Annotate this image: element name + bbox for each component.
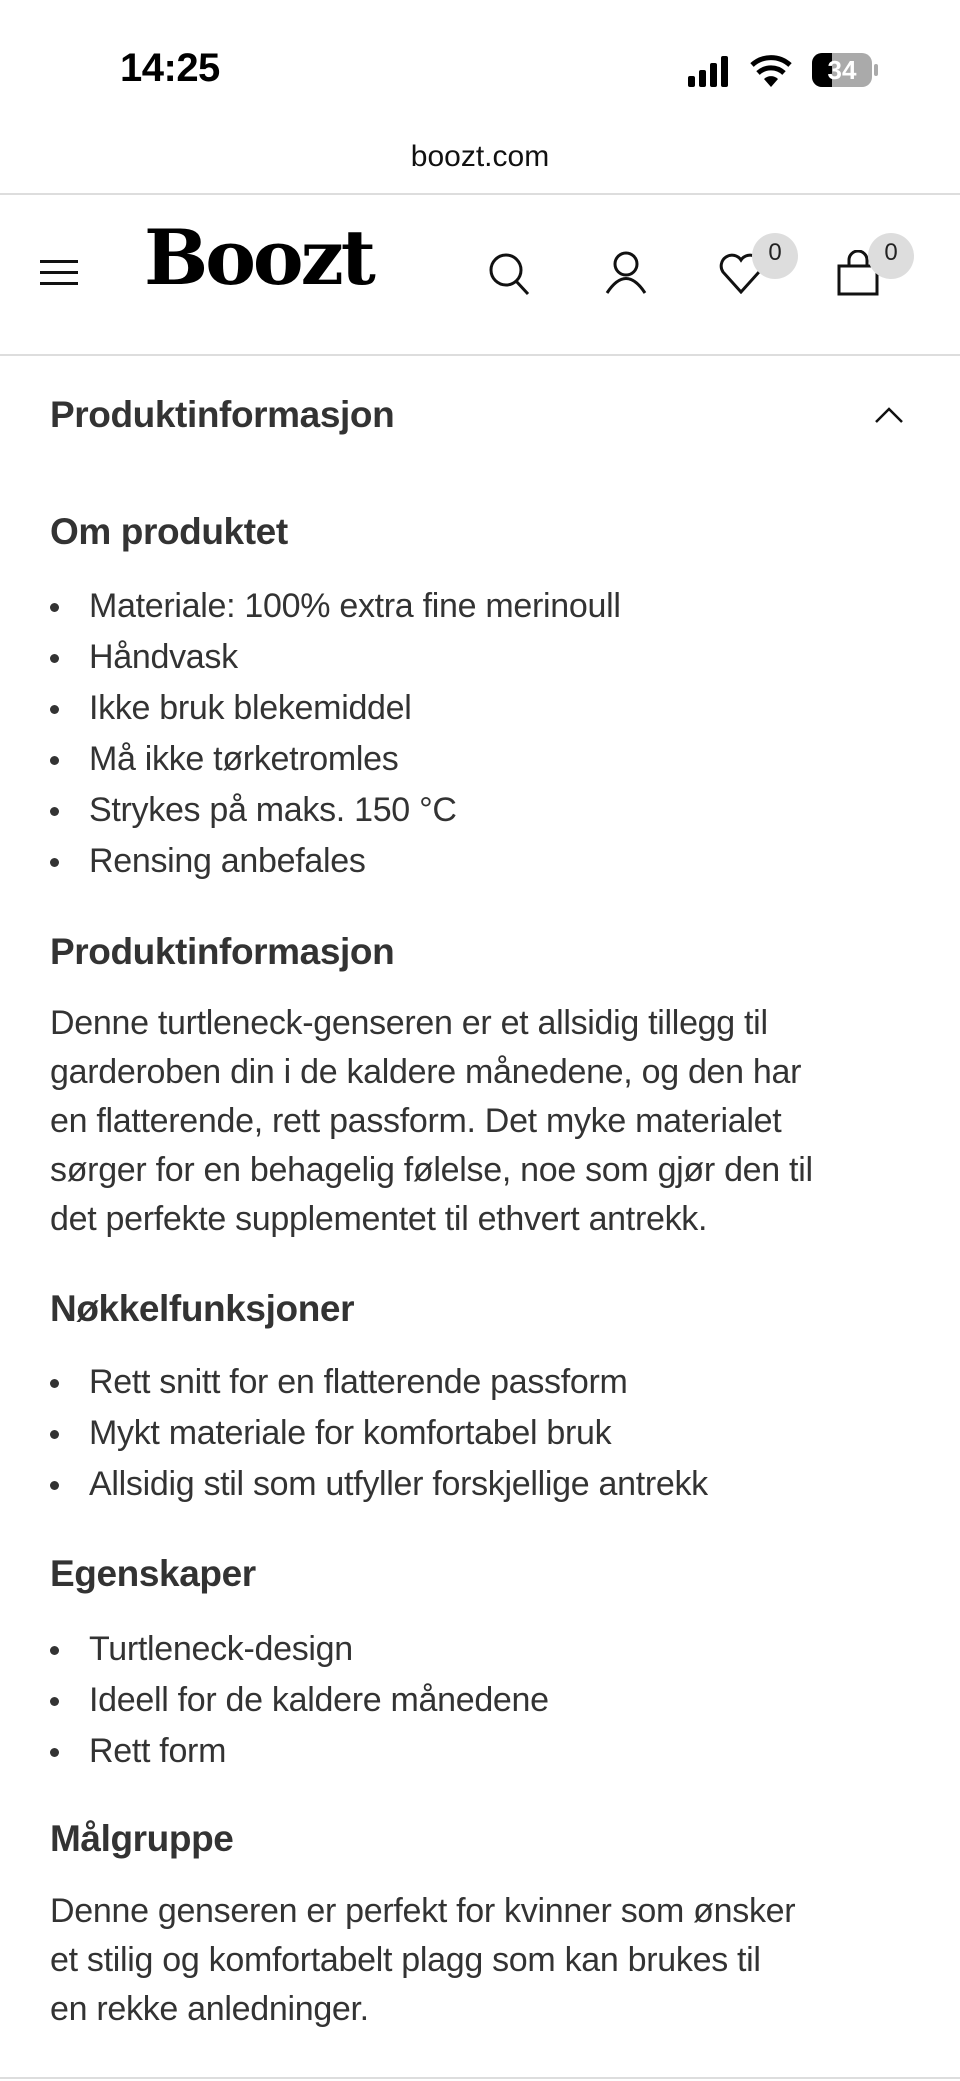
signal-icon [688, 56, 736, 88]
url-bar[interactable]: boozt.com [410, 140, 550, 173]
info-paragraph [50, 999, 813, 1244]
boozt-logo[interactable]: Boozt [144, 213, 373, 302]
battery-icon [812, 53, 872, 87]
wishlist-count-badge: 0 [752, 233, 798, 279]
divider [0, 2077, 960, 2079]
section-heading-info: Produktinformasjon [50, 931, 395, 972]
paragraph-line: det perfekte supplementet til ethvert antrekk. [50, 1200, 708, 1238]
paragraph-line: Denne turtleneck-genseren er et allsidig tillegg til [50, 1004, 768, 1042]
hamburger-menu-icon[interactable] [40, 258, 78, 288]
divider [0, 354, 960, 356]
section-heading-properties: Egenskaper [50, 1553, 256, 1594]
list-item: Mykt materiale for komfortabel bruk [50, 1408, 708, 1459]
properties-list [50, 1624, 549, 1777]
search-icon[interactable] [488, 252, 532, 296]
paragraph-line: en rekke anledninger. [50, 1990, 369, 2028]
chevron-up-icon[interactable] [874, 406, 904, 424]
paragraph-line: Denne genseren er perfekt for kvinner som ønsker [50, 1892, 796, 1930]
list-item: Allsidig stil som utfyller forskjellige antrekk [50, 1459, 708, 1510]
section-heading-target: Målgruppe [50, 1818, 234, 1859]
account-icon[interactable] [604, 250, 648, 294]
list-item: Ideell for de kaldere månedene [50, 1675, 549, 1726]
list-item: Rensing anbefales [50, 836, 621, 887]
list-item: Materiale: 100% extra fine merinoull [50, 581, 621, 632]
paragraph-line: garderoben din i de kaldere månedene, og den har [50, 1053, 802, 1091]
target-paragraph [50, 1887, 795, 2034]
paragraph-line: en flatterende, rett passform. Det myke materialet [50, 1102, 782, 1140]
list-item: Rett form [50, 1726, 549, 1777]
list-item: Må ikke tørketromles [50, 734, 621, 785]
about-list [50, 581, 621, 887]
list-item: Turtleneck-design [50, 1624, 549, 1675]
list-item: Håndvask [50, 632, 621, 683]
wifi-icon [750, 54, 792, 88]
section-heading-key-features: Nøkkelfunksjoner [50, 1288, 355, 1329]
list-item: Strykes på maks. 150 °C [50, 785, 621, 836]
list-item: Ikke bruk blekemiddel [50, 683, 621, 734]
status-time: 14:25 [120, 46, 220, 90]
paragraph-line: sørger for en behagelig følelse, noe som gjør den til [50, 1151, 813, 1189]
accordion-title: Produktinformasjon [50, 394, 395, 435]
paragraph-line: et stilig og komfortabelt plagg som kan brukes til [50, 1941, 761, 1979]
key-features-list [50, 1357, 708, 1510]
section-heading-about: Om produktet [50, 511, 288, 552]
divider [0, 193, 960, 195]
battery-level: 34 [827, 55, 857, 85]
cart-count-badge: 0 [868, 233, 914, 279]
list-item: Rett snitt for en flatterende passform [50, 1357, 708, 1408]
